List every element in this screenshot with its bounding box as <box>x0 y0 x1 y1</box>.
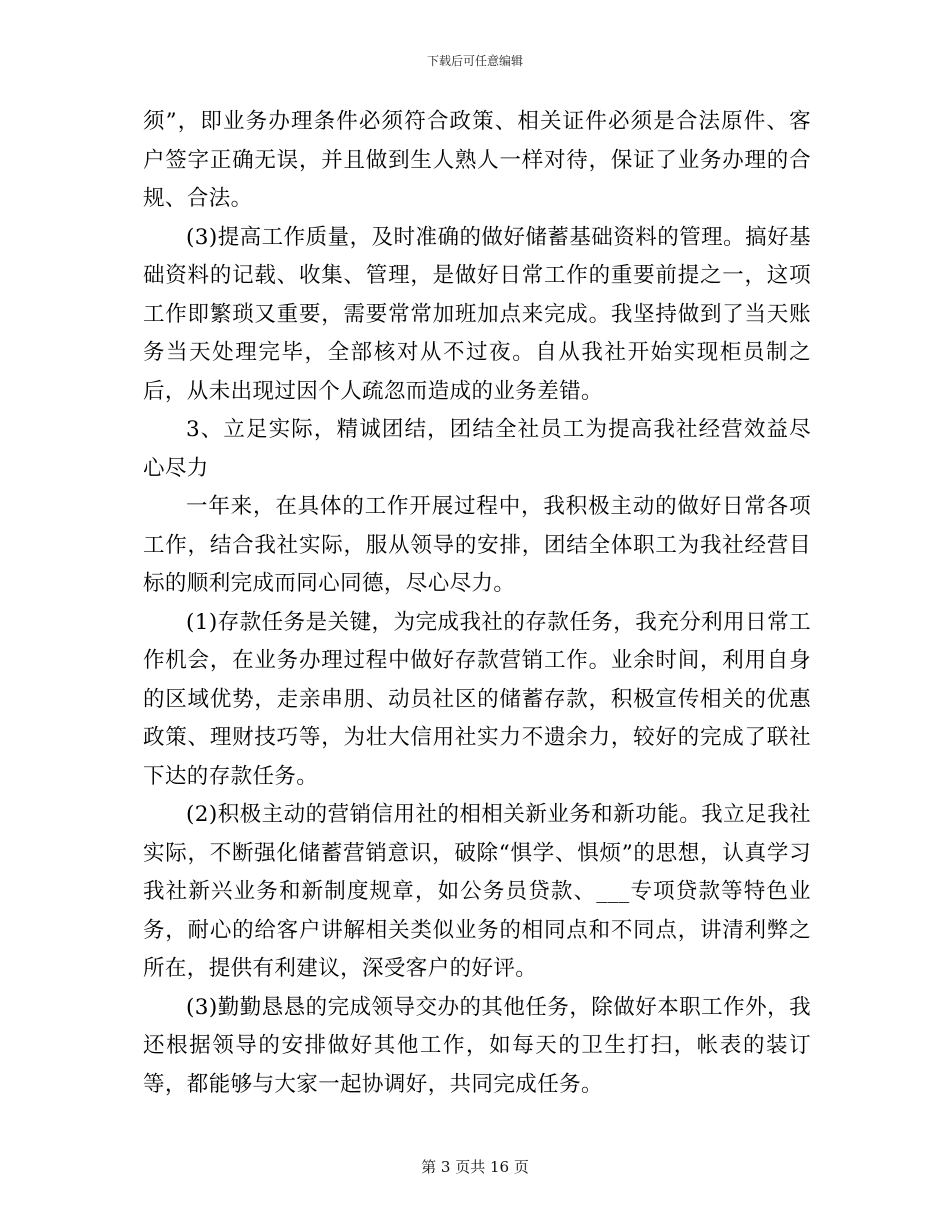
section-heading-3: 3、立足实际，精诚团结，团结全社员工为提高我社经营效益尽心尽力 <box>143 417 811 481</box>
page-number: 第 3 页共 16 页 <box>421 1158 529 1176</box>
paragraph-item-3-other-tasks: (3)勤勤恳恳的完成领导交办的其他任务，除做好本职工作外，我还根据领导的安排做好其他工作，如每天的卫生打扫，帐表的装订等，都能够与大家一起协调好，共同完成任务。 <box>143 994 811 1097</box>
paragraph-continuation: 须”，即业务办理条件必须符合政策、相关证件必须是合法原件、客户签字正确无误，并且做到生人熟人一样对待，保证了业务办理的合规、合法。 <box>143 109 811 211</box>
paragraph-item-3-quality: (3)提高工作质量，及时准确的做好储蓄基础资料的管理。搞好基础资料的记载、收集、管理，是做好日常工作的重要前提之一，这项工作即繁琐又重要，需要常常加班加点来完成。我坚持做到了当天账务当天处理完毕，全部核对从不过夜。自从我社开始实现柜员制之后，从未出现过因个人疏忽而造成的业务差错。 <box>143 224 811 404</box>
paragraph-item-1-deposit: (1)存款任务是关键，为完成我社的存款任务，我充分利用日常工作机会，在业务办理过程中做好存款营销工作。业余时间，利用自身的区域优势，走亲串朋、动员社区的储蓄存款，积极宣传相关的优惠政策、理财技巧等，为壮大信用社实力不遗余力，较好的完成了联社下达的存款任务。 <box>143 609 811 789</box>
document-body <box>143 103 811 1104</box>
paragraph-intro: 一年来，在具体的工作开展过程中，我积极主动的做好日常各项工作，结合我社实际，服从领导的安排，团结全体职工为我社经营目标的顺利完成而同心同德，尽心尽力。 <box>143 494 811 596</box>
header-note: 下载后可任意编辑 <box>426 54 523 68</box>
paragraph-item-2-marketing: (2)积极主动的营销信用社的相相关新业务和新功能。我立足我社实际，不断强化储蓄营销意识，破除“惧学、惧烦”的思想，认真学习我社新兴业务和新制度规章，如公务员贷款、___专项贷款等特色业务，耐心的给客户讲解相关类似业务的相同点和不同点，讲清利弊之所在，提供有利建议，深受客户的好评。 <box>143 802 811 981</box>
